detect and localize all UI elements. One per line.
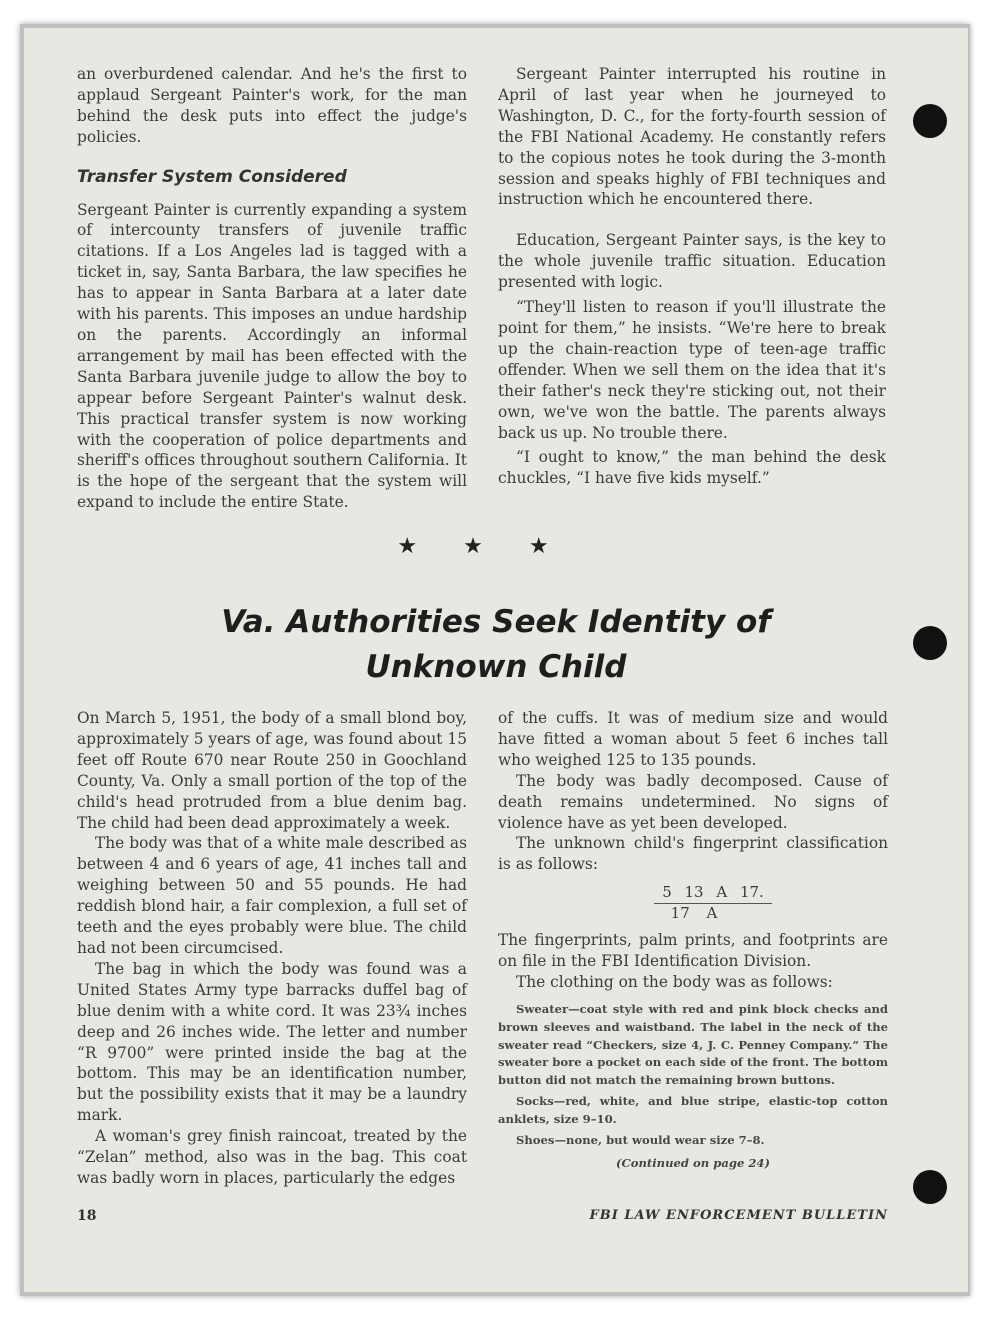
article-right-column [498,708,888,1174]
top-right-paragraph-1: Sergeant Painter interrupted his routine in April of last year when he journeyed to Washington, D. C., for the forty-fourth session of the FBI National Academy. He constantly refers to the copious notes he took during the 3-month session and speaks highly of FBI techniques and instruction which he encountered there. [498,65,886,209]
punch-hole-icon [913,104,947,138]
clothing-shoes: Shoes—none, but would wear size 7–8. [516,1132,765,1147]
fingerprint-classification [498,883,888,922]
article-left-paragraph-3: The bag in which the body was found was a United States Army type barracks duffel bag of blue denim with a white cord. It was 23¾ inches deep and 26 inches wide. The letter and number “R 9700” were printed inside the bag at the bottom. This may be an identification number, but the possibility exists that it may be a laundry mark. [77,959,467,1125]
top-left-paragraph-2: Sergeant Painter is currently expanding a system of intercounty transfers of juvenile traffic citations. If a Los Angeles lad is tagged with a ticket in, say, Santa Barbara, the law specifies he has to appear in Santa Barbara at a later date with his parents. This imposes an undue hardship on the parents. Accordingly an informal arrangement by mail has been effected with the Santa Barbara juvenile judge to allow the boy to appear before Sergeant Painter's walnut desk. This practical transfer system is now working with the cooperation of police departments and sheriff's offices throughout southern California. It is the hope of the sergeant that the system will expand to include the entire State. [77,200,467,512]
subheading-transfer-system: Transfer System Considered [77,166,347,187]
article-left-paragraph-1: On March 5, 1951, the body of a small blond boy, approximately 5 years of age, was found about 15 feet off Route 670 near Route 250 in Goochland County, Va. Only a small portion of the top of the child's head protruded from a blue denim bag. The child had been dead approximately a week. [77,709,467,832]
top-left-paragraph-1: an overburdened calendar. And he's the first to applaud Sergeant Painter's work, for the man behind the desk puts into effect the judge's policies. [77,65,467,146]
page-number: 18 [77,1208,97,1224]
headline-line-2: Unknown Child [365,649,627,685]
top-right-paragraph-2: Education, Sergeant Painter says, is the key to the whole juvenile traffic situation. Education presented with logic. [498,231,886,292]
document-page [24,28,968,1292]
punch-hole-icon [913,626,947,660]
publication-name: FBI LAW ENFORCEMENT BULLETIN [589,1208,888,1223]
top-left-column [77,64,467,513]
top-right-paragraph-3: “They'll listen to reason if you'll illustrate the point for them,” he insists. “We're here to break up the chain-reaction type of teen-age traffic offender. When we sell them on the idea that it's their father's neck they're sticking out, not their own, we've won the battle. The parents always back us up. No trouble there. [498,298,886,442]
clothing-sweater: Sweater—coat style with red and pink block checks and brown sleeves and waistband. The label in the neck of the sweater read “Checkers, size 4, J. C. Penney Company.” The sweater bore a pocket on each side of the front. The bottom button did not match the remaining brown buttons. [498,1001,888,1088]
punch-hole-icon [913,1170,947,1204]
article-headline [24,600,968,690]
article-left-paragraph-4: A woman's grey finish raincoat, treated by the “Zelan” method, also was in the bag. This coat was badly worn in places, particularly the edges [77,1127,467,1187]
article-right-paragraph-2: The body was badly decomposed. Cause of death remains undetermined. No signs of violence have as yet been developed. [498,771,888,832]
top-right-column [498,64,886,489]
article-left-column [77,708,467,1189]
star-divider: ★★★ [397,534,595,559]
fingerprint-denominator: 17 A [670,904,718,923]
article-right-paragraph-4: The fingerprints, palm prints, and footprints are on file in the FBI Identification Division. [498,931,888,971]
headline-line-1: Va. Authorities Seek Identity of [221,604,771,640]
article-right-paragraph-5: The clothing on the body was as follows: [516,973,833,992]
article-right-paragraph-1: of the cuffs. It was of medium size and would have fitted a woman about 5 feet 6 inches tall who weighed 125 to 135 pounds. [498,709,888,769]
article-right-paragraph-3: The unknown child's fingerprint classification is as follows: [498,834,888,874]
top-right-paragraph-4: “I ought to know,” the man behind the desk chuckles, “I have five kids myself.” [498,448,886,488]
clothing-list [498,1001,888,1149]
fingerprint-numerator: 5 13 A 17. [654,883,772,904]
article-left-paragraph-2: The body was that of a white male described as between 4 and 6 years of age, 41 inches tall and weighing between 50 and 55 pounds. He had reddish blond hair, a fair complexion, a full set of teeth and the eyes probably were blue. The child had not been circumcised. [77,834,467,957]
clothing-socks: Socks—red, white, and blue stripe, elastic-top cotton anklets, size 9–10. [498,1093,888,1126]
continued-note: (Continued on page 24) [616,1156,770,1171]
